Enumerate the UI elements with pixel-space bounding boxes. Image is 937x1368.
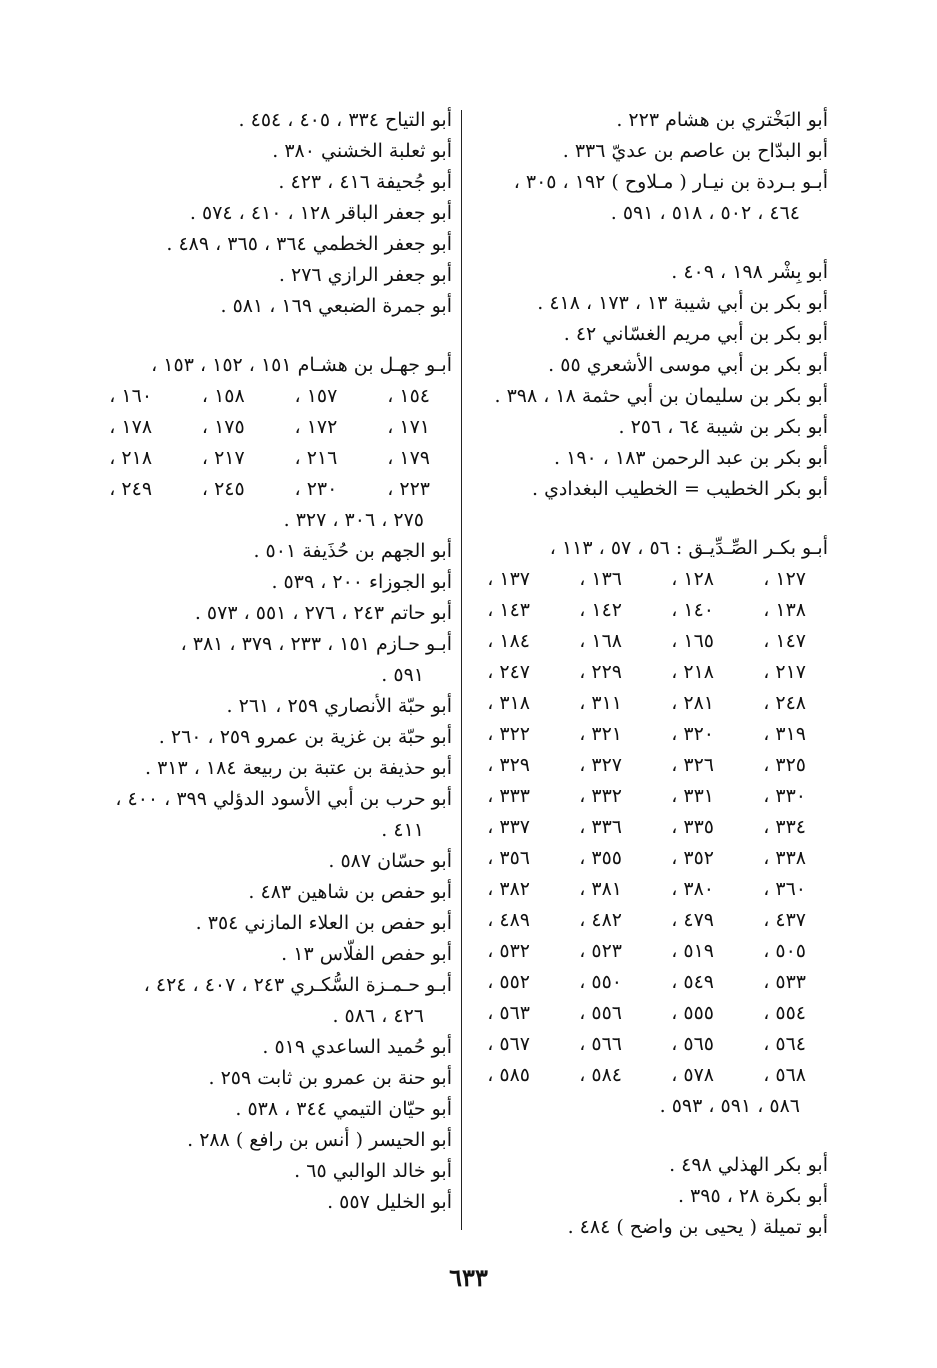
index-entry: أبو حفص بن العلاء المازني ٣٥٤ . — [195, 912, 452, 934]
index-entry-continuation: ٤٢٦ ، ٥٨٦ . — [332, 1005, 424, 1027]
page-ref-row: ٥٣٣ ، ٥٤٩ ، ٥٥٠ ، ٥٥٢ ، — [487, 971, 806, 993]
column-divider — [461, 110, 462, 1230]
index-entry: أبو حسّان ٥٨٧ . — [328, 850, 452, 872]
page-ref-row: ٥٦٨ ، ٥٧٨ ، ٥٨٤ ، ٥٨٥ ، — [487, 1064, 806, 1086]
index-entry: أبو جُحيفة ٤١٦ ، ٤٢٣ . — [278, 171, 452, 193]
index-entry: أبو جمرة الضبعي ١٦٩ ، ٥٨١ . — [220, 295, 452, 317]
page-ref-row: ٣١٩ ، ٣٢٠ ، ٣٢١ ، ٣٢٢ ، — [487, 723, 806, 745]
page-ref-row: ١٧١ ، ١٧٢ ، ١٧٥ ، ١٧٨ ، — [109, 416, 430, 438]
index-entry: أبو حيّان التيمي ٣٤٤ ، ٥٣٨ . — [235, 1098, 452, 1120]
index-entry-continuation: ٥٩١ . — [381, 664, 424, 686]
index-entry: أبو بكر الخطيب = الخطيب البغدادي . — [531, 478, 828, 500]
page-ref-row: ٥٦٤ ، ٥٦٥ ، ٥٦٦ ، ٥٦٧ ، — [487, 1033, 806, 1055]
page-ref-row: ٣٣٠ ، ٣٣١ ، ٣٣٢ ، ٣٣٣ ، — [487, 785, 806, 807]
index-entry: أبو البدّاح بن عاصم بن عديّ ٣٣٦ . — [562, 140, 828, 162]
index-entry: أبو حاتم ٢٤٣ ، ٢٧٦ ، ٥٥١ ، ٥٧٣ . — [194, 602, 452, 624]
index-entry: أبو بكر بن سليمان بن أبي حثمة ١٨ ، ٣٩٨ . — [494, 385, 828, 407]
index-entry: أبو حُميد الساعدي ٥١٩ . — [262, 1036, 452, 1058]
index-entry: أبو بكر بن أبي مريم الغسّاني ٤٢ . — [563, 323, 828, 345]
index-entry: أبو الجوزاء ٢٠٠ ، ٥٣٩ . — [271, 571, 452, 593]
index-entry: أبو حبّة الأنصاري ٢٥٩ ، ٢٦١ . — [226, 695, 452, 717]
index-entry: أبو خالد الوالبي ٦٥ . — [294, 1160, 452, 1182]
left-index-column — [100, 105, 452, 1218]
page-ref-row: ٥٥٤ ، ٥٥٥ ، ٥٥٦ ، ٥٦٣ ، — [487, 1002, 806, 1024]
index-entry-continuation: ٤١١ . — [381, 819, 424, 841]
index-entry: أبو الجهم بن حُذَيفة ٥٠١ . — [253, 540, 452, 562]
index-entry: أبو جعفر الخطمي ٣٦٤ ، ٣٦٥ ، ٤٨٩ . — [166, 233, 452, 255]
page-number: ٦٣٣ — [449, 1263, 488, 1292]
page-ref-row: ١٢٧ ، ١٢٨ ، ١٣٦ ، ١٣٧ ، — [487, 568, 806, 590]
right-index-column — [478, 105, 828, 1243]
index-entry: أبو تميلة ( يحيى بن واضح ) ٤٨٤ . — [567, 1216, 828, 1238]
index-entry-continuation: ٤٦٤ ، ٥٠٢ ، ٥١٨ ، ٥٩١ . — [610, 202, 800, 224]
index-entry: أبو حبّة بن غزية بن عمرو ٢٥٩ ، ٢٦٠ . — [158, 726, 452, 748]
index-entry-continuation: ٥٨٦ ، ٥٩١ ، ٥٩٣ . — [659, 1095, 800, 1117]
index-entry: أبو البَخْتري بن هشام ٢٢٣ . — [616, 109, 828, 131]
index-entry: أبو التياح ٣٣٤ ، ٤٠٥ ، ٤٥٤ . — [238, 109, 452, 131]
page-ref-row: ٤٣٧ ، ٤٧٩ ، ٤٨٢ ، ٤٨٩ ، — [487, 909, 806, 931]
index-entry: أبو بكر بن أبي شيبة ١٣ ، ١٧٣ ، ٤١٨ . — [537, 292, 828, 314]
index-entry: أبو بِشْر ١٩٨ ، ٤٠٩ . — [671, 261, 828, 283]
index-entry: أبـو جهـل بن هشـام ١٥١ ، ١٥٢ ، ١٥٣ ، — [151, 354, 452, 376]
index-entry: أبو جعفر الرازي ٢٧٦ . — [278, 264, 452, 286]
index-entry: أبو جعفر الباقر ١٢٨ ، ٤١٠ ، ٥٧٤ . — [189, 202, 452, 224]
page-ref-row: ٣٣٨ ، ٣٥٢ ، ٣٥٥ ، ٣٥٦ ، — [487, 847, 806, 869]
index-entry: أبو حذيفة بن عتبة بن ربيعة ١٨٤ ، ٣١٣ . — [144, 757, 452, 779]
index-entry: أبو حفص الفلّاس ١٣ . — [281, 943, 452, 965]
page-ref-row: ١٧٩ ، ٢١٦ ، ٢١٧ ، ٢١٨ ، — [109, 447, 430, 469]
index-entry: أبو بكرة ٢٨ ، ٣٩٥ . — [677, 1185, 828, 1207]
index-entry: أبـو حـمـزة السُّكـري ٢٤٣ ، ٤٠٧ ، ٤٢٤ ، — [143, 974, 452, 996]
page-ref-row: ٣٦٠ ، ٣٨٠ ، ٣٨١ ، ٣٨٢ ، — [487, 878, 806, 900]
index-entry: أبو حرب بن أبي الأسود الدؤلي ٣٩٩ ، ٤٠٠ ، — [115, 788, 452, 810]
index-entry: أبو بكر بن أبي موسى الأشعري ٥٥ . — [548, 354, 828, 376]
page-ref-row: ١٤٧ ، ١٦٥ ، ١٦٨ ، ١٨٤ ، — [487, 630, 806, 652]
index-entry: أبـو بـردة بن نيـار ( مـلاوح ) ١٩٢ ، ٣٠٥ ، — [513, 171, 828, 193]
index-entry: أبو ثعلبة الخشني ٣٨٠ . — [272, 140, 452, 162]
index-entry: أبـو حـازم ١٥١ ، ٢٣٣ ، ٣٧٩ ، ٣٨١ ، — [180, 633, 452, 655]
page-ref-row: ٥٠٥ ، ٥١٩ ، ٥٢٣ ، ٥٣٢ ، — [487, 940, 806, 962]
index-entry: أبـو بكـر الصِّـدِّيـق : ٥٦ ، ٥٧ ، ١١٣ ، — [549, 537, 828, 559]
index-entry: أبو الخليل ٥٥٧ . — [327, 1191, 452, 1213]
index-entry-continuation: ٢٧٥ ، ٣٠٦ ، ٣٢٧ . — [283, 509, 424, 531]
page-ref-row: ٣٢٥ ، ٣٢٦ ، ٣٢٧ ، ٣٢٩ ، — [487, 754, 806, 776]
page-ref-row: ٣٣٤ ، ٣٣٥ ، ٣٣٦ ، ٣٣٧ ، — [487, 816, 806, 838]
page-ref-row: ١٥٤ ، ١٥٧ ، ١٥٨ ، ١٦٠ ، — [109, 385, 430, 407]
page-ref-row: ١٣٨ ، ١٤٠ ، ١٤٢ ، ١٤٣ ، — [487, 599, 806, 621]
index-entry: أبو بكر الهذلي ٤٩٨ . — [669, 1154, 828, 1176]
index-entry: أبو الحيسر ( أنس بن رافع ) ٢٨٨ . — [187, 1129, 452, 1151]
index-entry: أبو حفص بن شاهين ٤٨٣ . — [248, 881, 452, 903]
page-ref-row: ٢٤٨ ، ٢٨١ ، ٣١١ ، ٣١٨ ، — [487, 692, 806, 714]
index-entry: أبو حنة بن عمرو بن ثابت ٢٥٩ . — [208, 1067, 452, 1089]
index-entry: أبو بكر بن عبد الرحمن ١٨٣ ، ١٩٠ . — [554, 447, 828, 469]
page-ref-row: ٢٢٣ ، ٢٣٠ ، ٢٤٥ ، ٢٤٩ ، — [109, 478, 430, 500]
index-entry: أبو بكر بن شيبة ٦٤ ، ٢٥٦ . — [618, 416, 828, 438]
page-ref-row: ٢١٧ ، ٢١٨ ، ٢٢٩ ، ٢٤٧ ، — [487, 661, 806, 683]
